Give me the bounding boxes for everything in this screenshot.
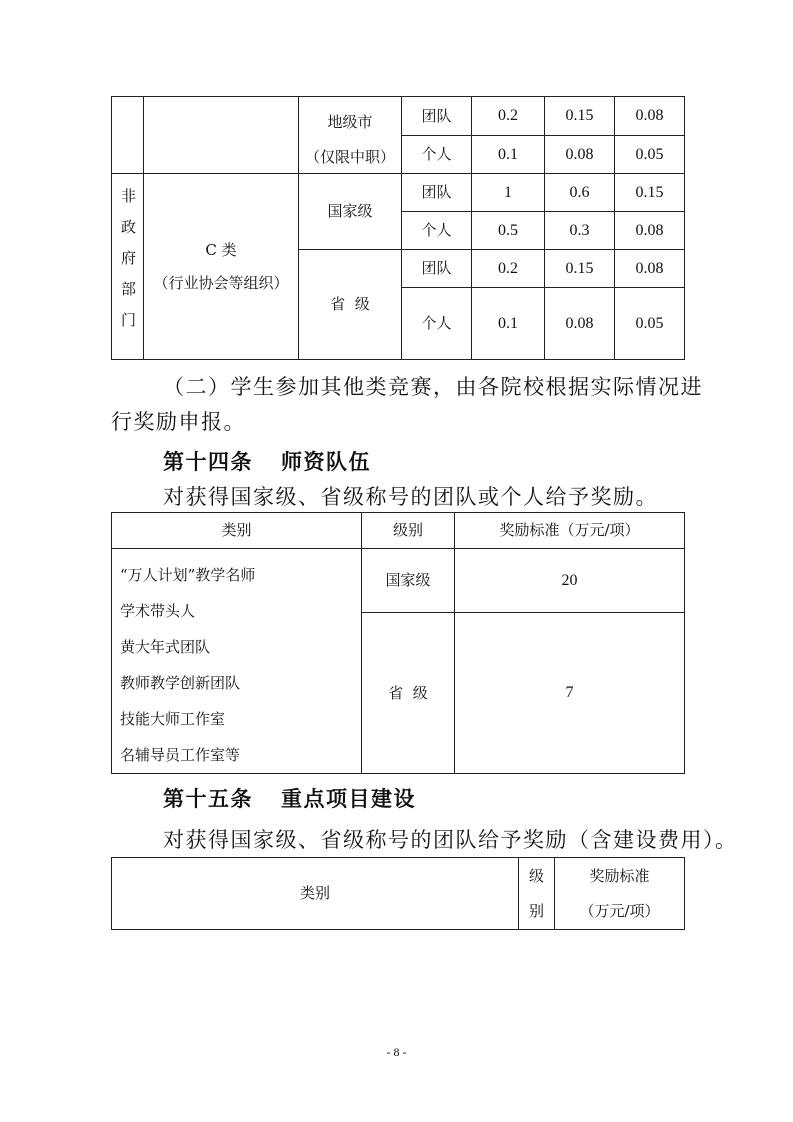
article-number: 第十四条 [163,449,253,474]
article-text: 对获得国家级、省级称号的团队或个人给予奖励。 [163,485,658,509]
list-item: 技能大师工作室 [120,710,226,728]
article-number: 第十五条 [163,786,253,811]
value: 0.05 [615,288,685,360]
province-value: 7 [455,613,685,774]
category-line2: （行业协会等组织） [153,273,289,292]
header-level-line1: 级 [528,866,544,885]
value: 0.6 [545,174,615,212]
header-standard [555,858,685,930]
table-cell-empty [144,97,299,174]
national-level-cell: 国家级 [299,174,402,250]
value: 0.15 [545,250,615,288]
value: 0.08 [565,146,594,163]
award-table-competitions [111,96,685,360]
award-table-projects [111,857,685,930]
value: 0.2 [472,97,544,136]
category-line1: C 类 [205,240,237,259]
sub-cells [402,97,472,174]
header-level-line2: 别 [528,901,544,920]
list-item: 教师教学创新团队 [120,674,241,692]
value: 0.15 [545,97,614,136]
award-table-faculty [111,512,685,774]
level-city-label: 地级市 [327,113,373,131]
header-standard-line2: （万元/项） [579,901,660,920]
header-level: 级别 [362,513,455,549]
value: 0.08 [615,212,685,250]
value: 0.15 [615,174,685,212]
value: 0.08 [545,288,615,360]
header-category: 类别 [112,858,519,930]
value: 0.1 [472,288,545,360]
value: 0.08 [615,97,684,136]
value: 0.1 [498,146,518,163]
value: 0.3 [545,212,615,250]
article-text: 对获得国家级、省级称号的团队给予奖励（含建设费用）。 [163,828,738,852]
sub-label: 个人 [421,145,452,163]
value: 0.5 [472,212,545,250]
article-heading [163,783,416,813]
value-cells [472,97,545,174]
sub-label: 个人 [402,212,472,250]
list-item: “万人计划”教学名师 [120,566,256,584]
article-title: 重点项目建设 [281,786,416,811]
national-level: 国家级 [362,549,455,613]
header-standard-line1: 奖励标准 [589,866,650,885]
header-standard: 奖励标准（万元/项） [455,513,685,549]
group-label: 非政府部门 [119,187,137,343]
value: 0.08 [615,250,685,288]
paragraph-line: （二）学生参加其他类竞赛，由各院校根据实际情况进 [163,375,703,399]
province-level-cell: 省 级 [299,250,402,360]
national-value: 20 [455,549,685,613]
value: 0.05 [635,146,664,163]
list-item: 黄大年式团队 [120,638,211,656]
page-number: - 8 - [386,1045,407,1059]
sub-label: 团队 [402,250,472,288]
category-cell [144,174,299,360]
article-heading [163,446,371,476]
value: 1 [472,174,545,212]
list-item: 学术带头人 [120,602,196,620]
level-city-note: （仅限中职） [304,148,395,166]
value-cells [545,97,615,174]
sub-label: 个人 [402,288,472,360]
paragraph-line: 行奖励申报。 [111,410,246,434]
table-cell-empty [112,97,144,174]
category-list [112,549,362,774]
list-item: 名辅导员工作室等 [120,746,241,764]
level-cell-city [299,97,402,174]
value: 0.2 [472,250,545,288]
province-level: 省 级 [362,613,455,774]
header-category: 类别 [112,513,362,549]
sub-label: 团队 [402,174,472,212]
value-cells [615,97,685,174]
header-level [519,858,555,930]
sub-label: 团队 [402,97,471,136]
group-label-cell [112,174,144,360]
article-title: 师资队伍 [281,449,371,474]
